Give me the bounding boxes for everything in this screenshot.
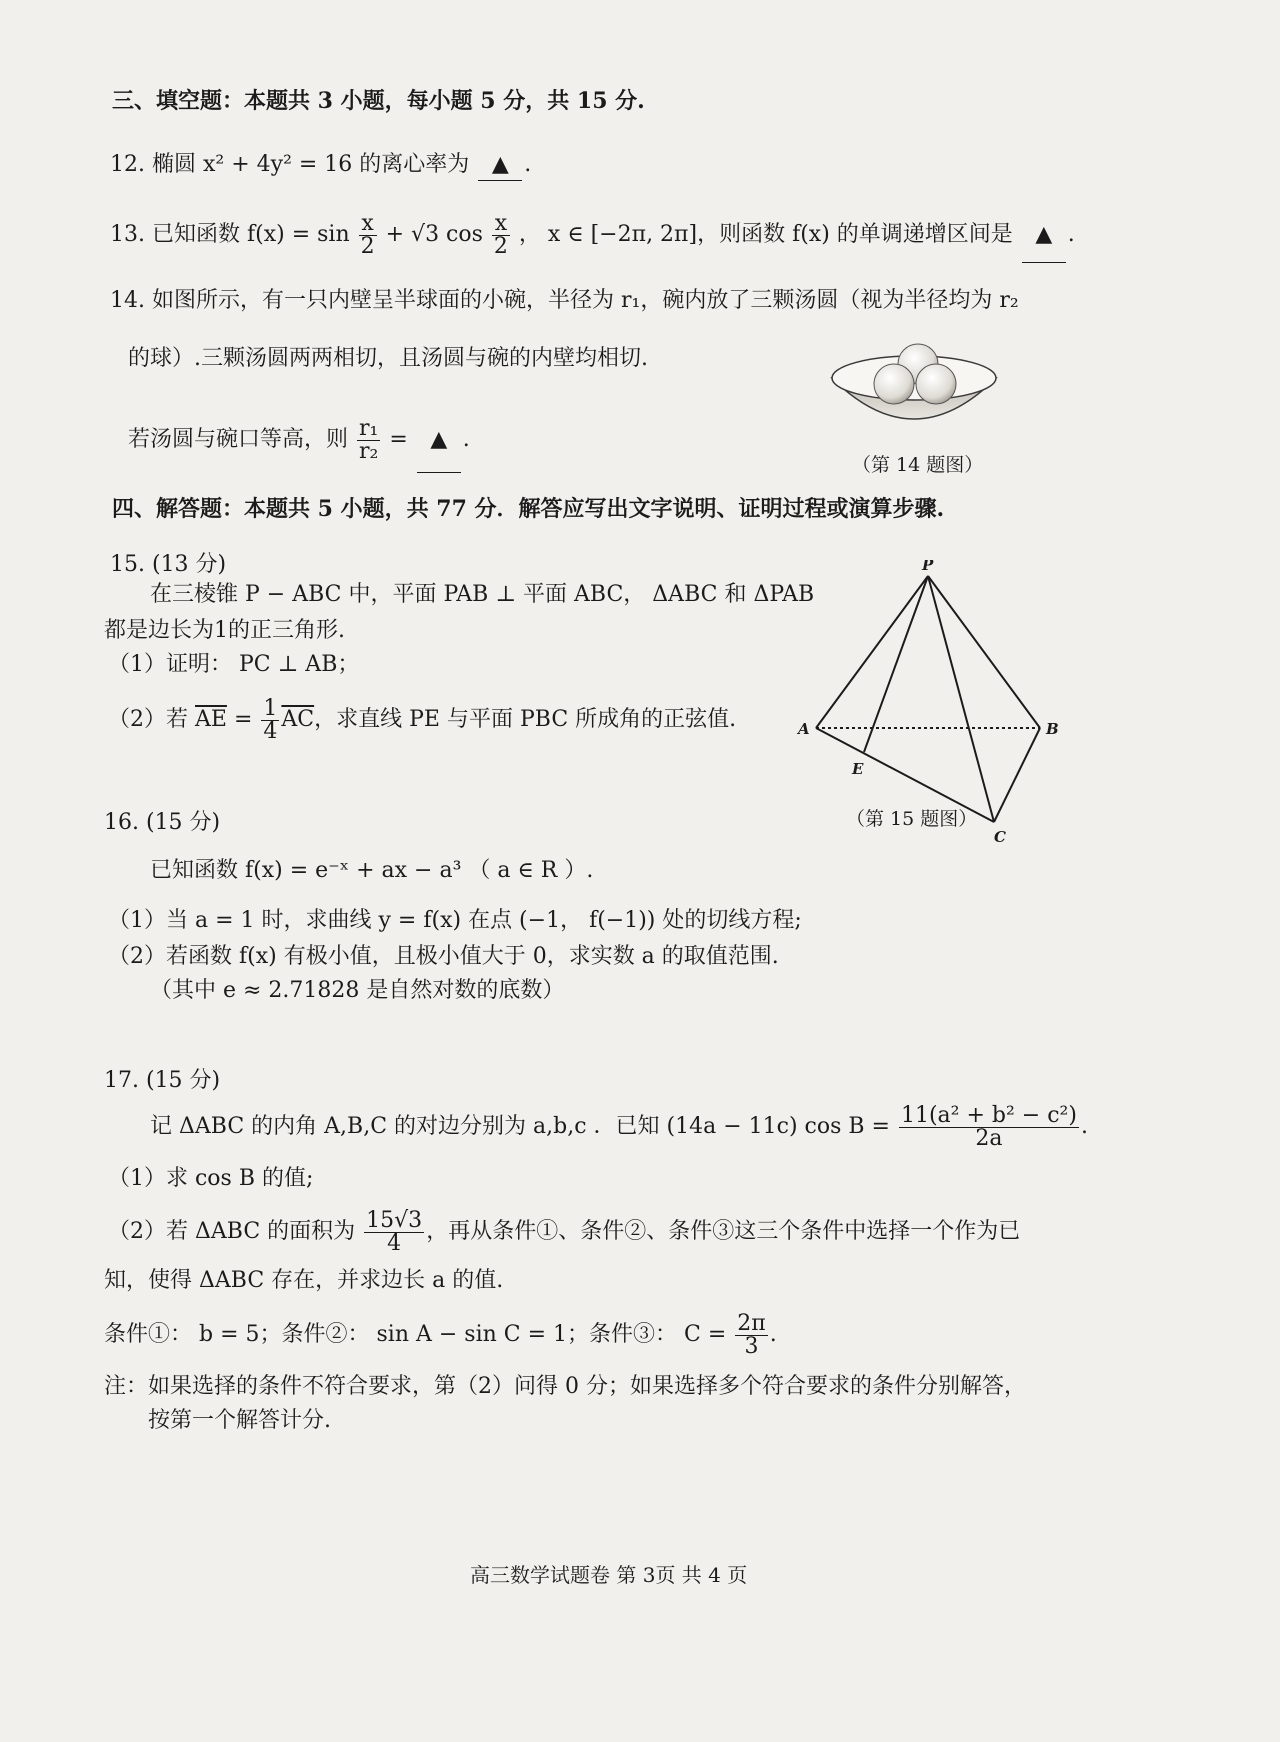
- edge-pc: [928, 576, 994, 822]
- question-13: [110, 208, 1075, 262]
- figure-14-caption: （第 14 题图）: [852, 454, 984, 476]
- question-14-line3: [128, 408, 470, 472]
- fraction-one-quarter: [261, 695, 279, 744]
- frac-den: 2a: [975, 1125, 1003, 1151]
- question-16-line1: 已知函数 f(x) = e⁻ˣ + ax − a³ （ a ∈ R ）.: [150, 858, 594, 883]
- punct: .: [1067, 222, 1075, 247]
- figure-15-caption: （第 15 题图）: [846, 808, 978, 830]
- question-17-note2: 按第一个解答计分.: [148, 1408, 331, 1433]
- frac-den: 2: [360, 233, 375, 259]
- label-e: E: [852, 760, 864, 778]
- fraction-2pi-over-3: [735, 1310, 767, 1359]
- punct: .: [462, 427, 470, 452]
- frac-den: r₂: [359, 438, 379, 464]
- question-number: 12.: [110, 152, 145, 177]
- frac-num: 15√3: [366, 1207, 423, 1233]
- question-text-domain: ， x ∈ [−2π, 2π]，则函数 f(x) 的单调递增区间是: [518, 222, 1013, 247]
- frac-num: r₁: [359, 415, 379, 441]
- question-17-conditions: [104, 1306, 777, 1364]
- label-b: B: [1046, 720, 1059, 738]
- fraction-cosine-rule: [899, 1102, 1079, 1151]
- edge-pe: [864, 576, 928, 752]
- question-17-part2-line2: 知，使得 ΔABC 存在，并求边长 a 的值.: [104, 1268, 504, 1293]
- question-number: 13.: [110, 222, 145, 247]
- section3-heading: 三、填空题：本题共 3 小题，每小题 5 分，共 15 分.: [112, 88, 645, 114]
- question-12: [110, 150, 531, 181]
- frac-num: 1: [263, 695, 278, 721]
- tangyuan-ball: [874, 364, 914, 404]
- question-14-line2: 的球）.三颗汤圆两两相切，且汤圆与碗的内壁均相切.: [128, 346, 648, 371]
- bowl-figure: [826, 330, 1002, 440]
- label-a: A: [798, 720, 810, 738]
- punct: .: [769, 1322, 777, 1347]
- question-17-part2: [108, 1202, 1020, 1262]
- part-label: （2）若: [108, 707, 188, 732]
- fraction-r1-over-r2: [357, 415, 380, 464]
- equals: =: [389, 427, 408, 452]
- label-p: P: [922, 560, 934, 574]
- question-text-pre: 已知函数 f(x) = sin: [152, 222, 350, 247]
- answer-blank: ▲: [417, 408, 461, 473]
- frac-num: 2π: [737, 1310, 766, 1336]
- question-16-part2: （2）若函数 f(x) 有极小值，且极小值大于 0，求实数 a 的取值范围.: [108, 944, 779, 969]
- question-text: ，求直线 PE 与平面 PBC 所成角的正弦值.: [314, 707, 737, 732]
- question-number: 14.: [110, 288, 145, 313]
- edge-bc: [994, 728, 1040, 822]
- vector-ae: $\overline{AE}$: [195, 707, 227, 732]
- tangyuan-ball: [916, 364, 956, 404]
- question-15-header: 15. (13 分): [110, 552, 227, 577]
- frac-den: 3: [744, 1333, 759, 1359]
- frac-den: 2: [493, 233, 508, 259]
- punct: .: [1080, 1114, 1088, 1139]
- fraction-area: [364, 1207, 424, 1256]
- question-text: 记 ΔABC 的内角 A,B,C 的对边分别为 a,b,c ．已知 (14a − 11c) cos B =: [150, 1114, 890, 1139]
- question-15-line2: 都是边长为1的正三角形.: [104, 618, 345, 643]
- frac-num: 11(a² + b² − c²): [900, 1102, 1077, 1128]
- frac-num: x: [492, 213, 510, 236]
- question-text: ，再从条件①、条件②、条件③这三个条件中选择一个作为已: [426, 1219, 1021, 1244]
- vector-ac: $\overline{AC}$: [281, 707, 315, 732]
- label-c: C: [994, 828, 1006, 846]
- question-15-part2: [108, 690, 736, 750]
- question-14-line1: [110, 286, 1019, 316]
- answer-blank: ▲: [478, 150, 522, 181]
- frac-den: 4: [263, 718, 278, 744]
- fraction-x-over-2-b: [492, 210, 510, 259]
- question-text: 若汤圆与碗口等高，则: [128, 427, 349, 452]
- part-label: （2）若 ΔABC 的面积为: [108, 1219, 356, 1244]
- question-17-header: 17. (15 分): [104, 1068, 221, 1093]
- edge-pb: [928, 576, 1040, 728]
- answer-blank: ▲: [1022, 208, 1066, 263]
- question-text: 如图所示，有一只内壁呈半球面的小碗，半径为 r₁，碗内放了三颗汤圆（视为半径均为 r₂: [152, 288, 1019, 313]
- question-17-line1: [150, 1098, 1088, 1156]
- question-16-part1: （1）当 a = 1 时，求曲线 y = f(x) 在点 (−1， f(−1)) 处的切线方程;: [108, 908, 802, 933]
- fraction-x-over-2: [359, 210, 377, 259]
- question-16-header: 16. (15 分): [104, 810, 221, 835]
- question-17-note1: 注：如果选择的条件不符合要求，第（2）问得 0 分；如果选择多个符合要求的条件分别解答，: [104, 1374, 1026, 1399]
- edge-pa: [816, 576, 928, 728]
- frac-num: x: [359, 213, 377, 236]
- question-text-mid: + √3 cos: [385, 222, 483, 247]
- frac-den: 4: [387, 1230, 402, 1256]
- section4-heading: 四、解答题：本题共 5 小题，共 77 分．解答应写出文字说明、证明过程或演算步骤.: [112, 496, 945, 522]
- punct: .: [524, 152, 532, 177]
- conditions-text: 条件①： b = 5；条件②： sin A − sin C = 1；条件③： C =: [104, 1322, 727, 1347]
- equals: =: [233, 707, 253, 732]
- question-text: 椭圆 x² + 4y² = 16 的离心率为: [152, 152, 470, 177]
- question-17-part1: （1）求 cos B 的值;: [108, 1166, 314, 1191]
- page-footer: 高三数学试题卷 第 3页 共 4 页: [470, 1563, 748, 1587]
- question-15-line1: 在三棱锥 P − ABC 中，平面 PAB ⊥ 平面 ABC， ΔABC 和 ΔPAB: [150, 582, 815, 607]
- question-15-part1: （1）证明： PC ⊥ AB；: [108, 652, 360, 677]
- question-16-note: （其中 e ≈ 2.71828 是自然对数的底数）: [150, 978, 565, 1003]
